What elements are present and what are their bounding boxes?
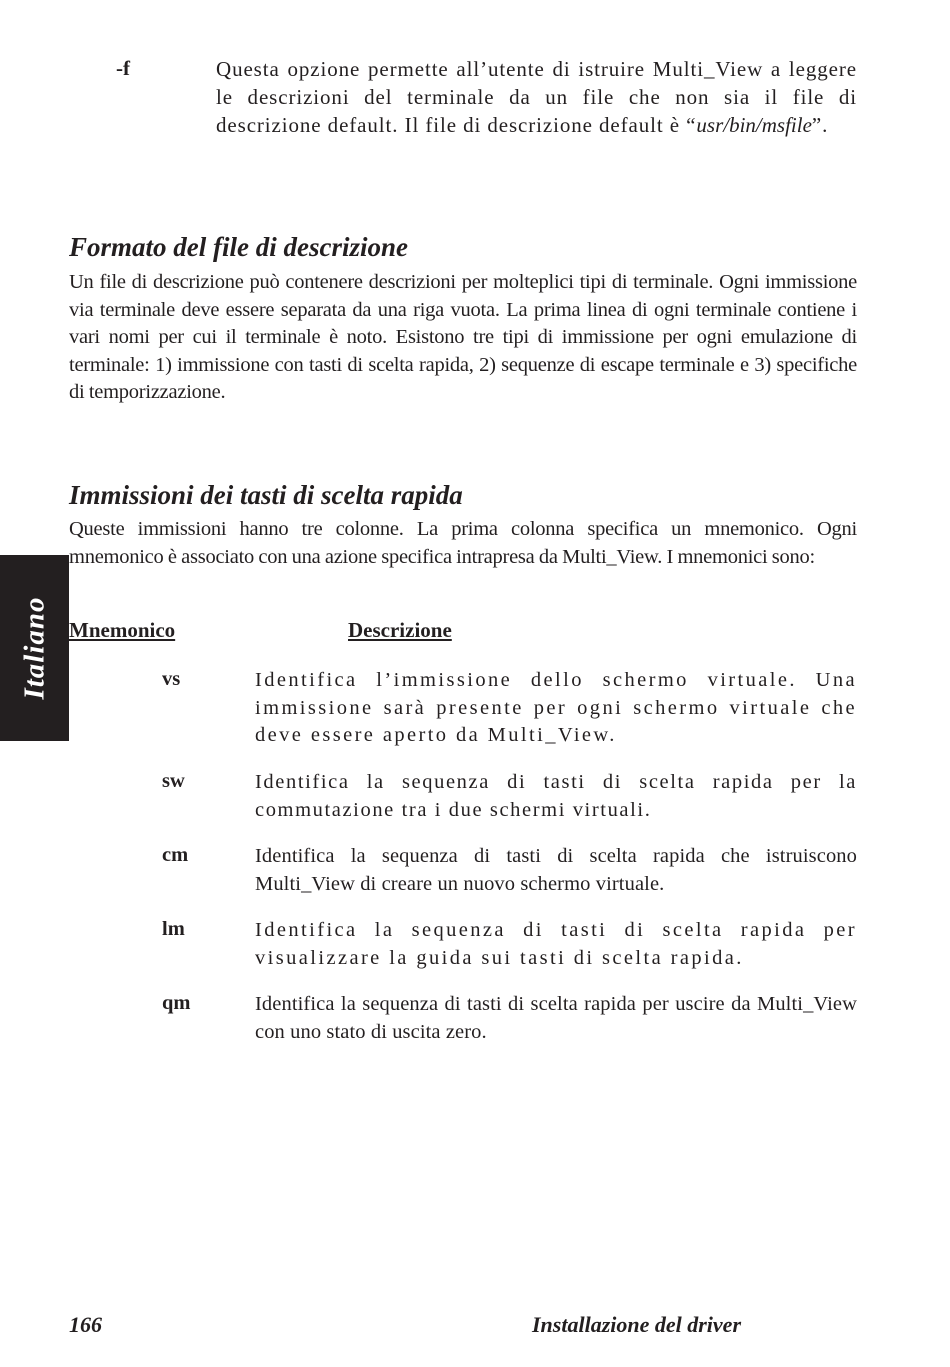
mnemonic-code: lm [162, 918, 185, 940]
mnemonic-description: Identifica la sequenza di tasti di scelta rapida per uscire da Multi_View con uno stato di uscita zero. [255, 993, 857, 1043]
mnemonic-description: Identifica la sequenza di tasti di scelta rapida per la commutazione tra i due schermi virtuali. [255, 771, 857, 821]
language-side-tab [0, 555, 69, 741]
column-header-mnemonic: Mnemonico [69, 618, 176, 642]
option-text-after: ”. [811, 113, 829, 137]
page-number: 166 [69, 1312, 102, 1337]
section-heading-hotkeys: Immissioni dei tasti di scelta rapida [69, 480, 463, 510]
option-text-before: Questa opzione permette all’utente di istruire Multi_View a leggere le descrizioni del terminale da un file che non sia il file di descrizione default. Il file di descrizione default è “ [216, 57, 857, 137]
mnemonic-code: sw [162, 770, 185, 792]
mnemonic-code: qm [162, 992, 191, 1014]
mnemonic-description: Identifica l’immissione dello schermo virtuale. Una immissione sarà presente per ogni schermo virtuale che deve essere aperto da Multi_View. [255, 669, 857, 746]
section-body-hotkeys: Queste immissioni hanno tre colonne. La prima colonna specifica un mnemonico. Ogni mnemonico è associato con una azione specifica intrapresa da Multi_View. I mnemonici sono: [69, 518, 857, 568]
section-heading-format: Formato del file di descrizione [69, 232, 408, 262]
language-tab-label: Italiano [18, 596, 50, 700]
mnemonic-code: vs [162, 668, 181, 690]
mnemonic-description: Identifica la sequenza di tasti di scelta rapida che istruiscono Multi_View di creare un nuovo schermo virtuale. [255, 845, 857, 895]
mnemonic-code: cm [162, 844, 189, 866]
section-body-format: Un file di descrizione può contenere descrizioni per molteplici tipi di terminale. Ogni immissione via terminale deve essere separata da una riga vuota. La prima linea di ogni terminale contiene i vari nomi per cui il terminale è noto. Esistono tre tipi di immissione per ogni emulazione di terminale: 1) immissione con tasti di scelta rapida, 2) sequenze di escape terminale e 3) specifiche di temporizzazione. [69, 271, 857, 403]
option-key: -f [116, 56, 130, 80]
option-default-path: usr/bin/msfile [696, 113, 812, 137]
mnemonic-description: Identifica la sequenza di tasti di scelta rapida per visualizzare la guida sui tasti di scelta rapida. [255, 919, 857, 969]
option-description [216, 55, 857, 139]
column-header-description: Descrizione [348, 618, 452, 642]
footer-chapter-title: Installazione del driver [532, 1312, 742, 1337]
